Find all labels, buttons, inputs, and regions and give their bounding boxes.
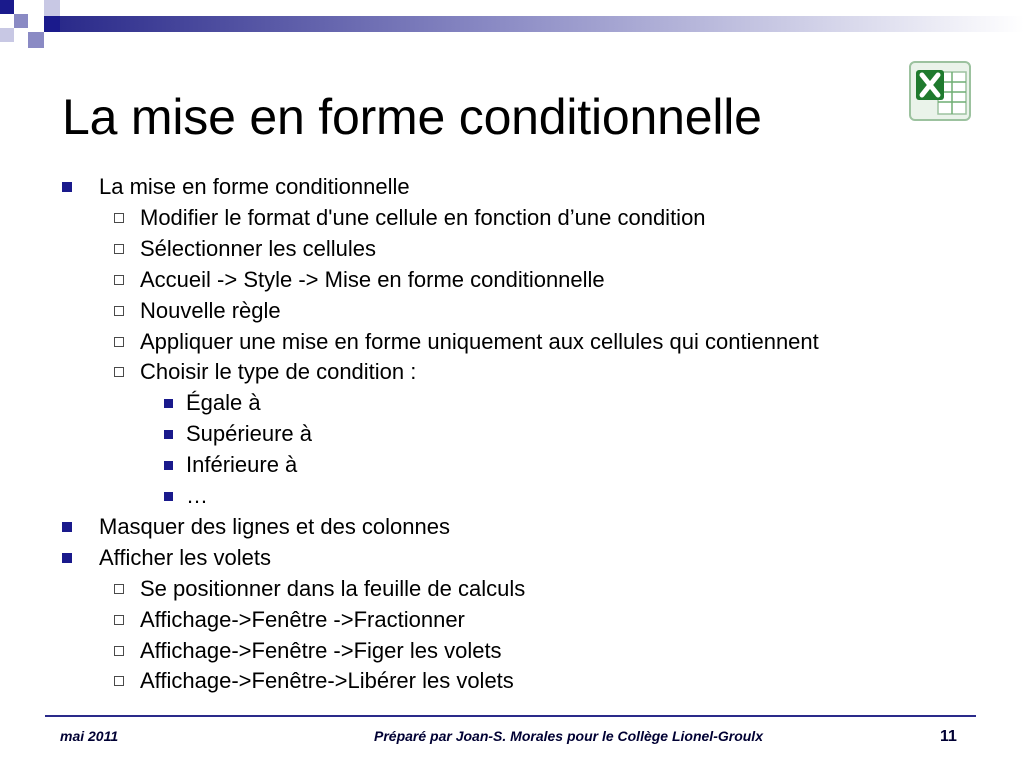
bullet-item-level-2 <box>114 298 281 324</box>
bullet-text: Affichage->Fenêtre ->Figer les volets <box>140 638 502 663</box>
bullet-item-level-3 <box>164 483 208 509</box>
excel-icon <box>908 58 974 124</box>
hollow-square-bullet-icon <box>114 337 124 347</box>
bullet-text: Afficher les volets <box>99 545 272 570</box>
footer-credit: Préparé par Joan-S. Morales pour le Collège Lionel-Groulx <box>374 728 763 744</box>
bullet-text: Nouvelle règle <box>140 298 281 323</box>
bullet-text: Égale à <box>186 390 261 415</box>
deco-square <box>28 32 44 48</box>
bullet-item-level-2 <box>114 205 706 231</box>
hollow-square-bullet-icon <box>114 646 124 656</box>
bullet-text: Inférieure à <box>186 452 298 477</box>
deco-square <box>44 0 60 16</box>
bullet-item-level-2 <box>114 329 819 355</box>
bullet-text: Supérieure à <box>186 421 312 446</box>
bullet-text: Affichage->Fenêtre ->Fractionner <box>140 607 465 632</box>
deco-square <box>0 28 14 42</box>
bullet-text: Sélectionner les cellules <box>140 236 377 261</box>
slide-title: La mise en forme conditionnelle <box>62 89 762 145</box>
hollow-square-bullet-icon <box>114 213 124 223</box>
footer-divider <box>45 715 976 717</box>
deco-square <box>14 14 28 28</box>
deco-square <box>0 0 14 14</box>
hollow-square-bullet-icon <box>114 615 124 625</box>
bullet-item-level-3 <box>164 421 312 447</box>
hollow-square-bullet-icon <box>114 584 124 594</box>
bullet-item-level-2 <box>114 267 605 293</box>
bullet-item-level-1 <box>62 545 271 571</box>
bullet-item-level-2 <box>114 638 502 664</box>
bullet-text: Masquer des lignes et des colonnes <box>99 514 450 539</box>
filled-square-bullet-icon <box>62 553 72 563</box>
hollow-square-bullet-icon <box>114 244 124 254</box>
hollow-square-bullet-icon <box>114 306 124 316</box>
bullet-text: Affichage->Fenêtre->Libérer les volets <box>140 668 514 693</box>
bullet-text: Se positionner dans la feuille de calculs <box>140 576 526 601</box>
hollow-square-bullet-icon <box>114 367 124 377</box>
filled-square-bullet-icon <box>62 522 72 532</box>
bullet-item-level-1 <box>62 174 410 200</box>
filled-square-bullet-icon <box>164 430 173 439</box>
footer-date: mai 2011 <box>60 728 119 744</box>
page-number: 11 <box>940 728 957 745</box>
bullet-text: Accueil -> Style -> Mise en forme conditionnelle <box>140 267 605 292</box>
bullet-item-level-2 <box>114 668 514 694</box>
deco-square <box>44 16 60 32</box>
bullet-text: La mise en forme conditionnelle <box>99 174 410 199</box>
bullet-item-level-2 <box>114 576 525 602</box>
filled-square-bullet-icon <box>164 461 173 470</box>
bullet-text: Choisir le type de condition : <box>140 359 417 384</box>
filled-square-bullet-icon <box>164 492 173 501</box>
header-gradient-band <box>60 16 1024 32</box>
bullet-item-level-1 <box>62 514 450 540</box>
bullet-item-level-3 <box>164 390 261 416</box>
bullet-item-level-2 <box>114 359 416 385</box>
bullet-item-level-2 <box>114 607 465 633</box>
bullet-item-level-2 <box>114 236 376 262</box>
hollow-square-bullet-icon <box>114 676 124 686</box>
bullet-text: Modifier le format d'une cellule en fonction d’une condition <box>140 205 706 230</box>
filled-square-bullet-icon <box>164 399 173 408</box>
bullet-item-level-3 <box>164 452 297 478</box>
hollow-square-bullet-icon <box>114 275 124 285</box>
bullet-text: … <box>186 483 208 508</box>
filled-square-bullet-icon <box>62 182 72 192</box>
header-decoration <box>0 0 1024 70</box>
bullet-text: Appliquer une mise en forme uniquement aux cellules qui contiennent <box>140 329 819 354</box>
